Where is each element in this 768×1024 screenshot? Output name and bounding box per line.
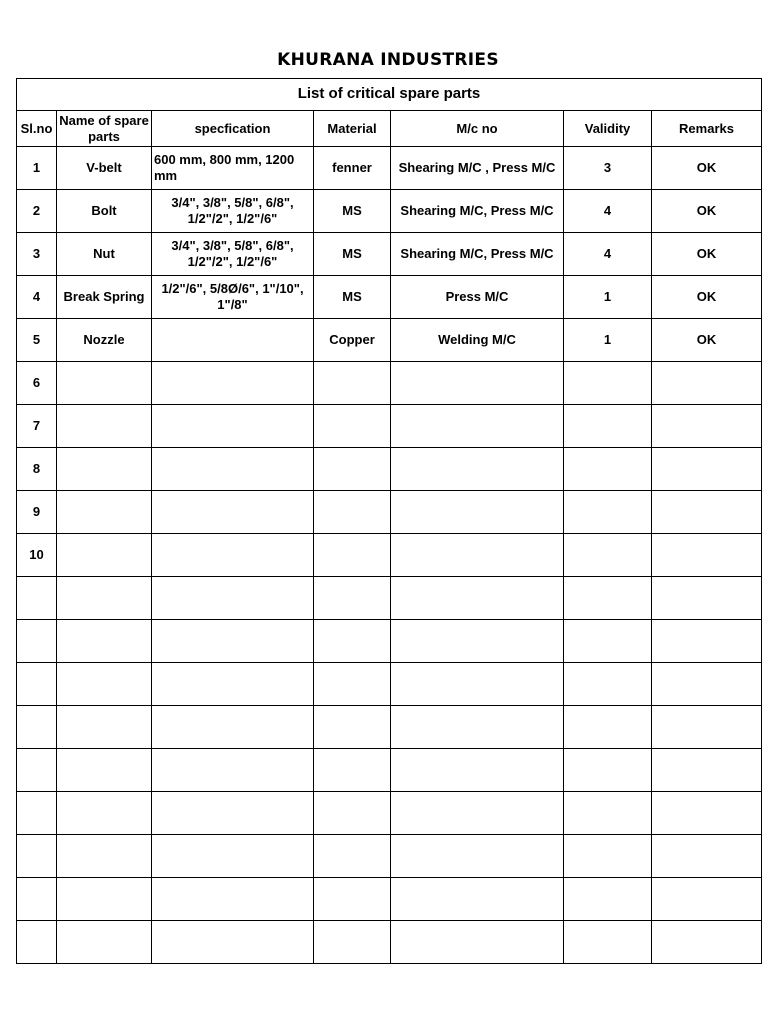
cell-specification [152, 749, 314, 792]
cell-name: Nut [57, 233, 152, 276]
cell-material [314, 362, 391, 405]
cell-remarks [652, 663, 762, 706]
cell-material [314, 534, 391, 577]
cell-slno [17, 749, 57, 792]
cell-slno: 6 [17, 362, 57, 405]
cell-validity [564, 663, 652, 706]
cell-material: fenner [314, 147, 391, 190]
cell-name [57, 448, 152, 491]
header-specification: specfication [152, 111, 314, 147]
cell-specification [152, 620, 314, 663]
cell-material [314, 577, 391, 620]
cell-material [314, 620, 391, 663]
cell-machine-no [391, 878, 564, 921]
table-row [17, 706, 762, 749]
cell-remarks [652, 792, 762, 835]
cell-name [57, 835, 152, 878]
cell-material [314, 706, 391, 749]
header-validity: Validity [564, 111, 652, 147]
cell-specification [152, 534, 314, 577]
table-row [17, 577, 762, 620]
header-name: Name of spare parts [57, 111, 152, 147]
cell-machine-no [391, 792, 564, 835]
cell-specification [152, 921, 314, 964]
cell-slno: 3 [17, 233, 57, 276]
cell-machine-no [391, 835, 564, 878]
cell-remarks: OK [652, 276, 762, 319]
cell-machine-no [391, 706, 564, 749]
cell-name [57, 362, 152, 405]
cell-material [314, 663, 391, 706]
cell-machine-no: Shearing M/C , Press M/C [391, 147, 564, 190]
company-title: KHURANA INDUSTRIES [277, 50, 499, 70]
table-row [17, 835, 762, 878]
cell-machine-no [391, 620, 564, 663]
cell-specification [152, 448, 314, 491]
cell-remarks: OK [652, 147, 762, 190]
cell-remarks [652, 577, 762, 620]
cell-name [57, 620, 152, 663]
cell-specification: 3/4", 3/8", 5/8", 6/8", 1/2"/2", 1/2"/6" [152, 233, 314, 276]
cell-specification [152, 878, 314, 921]
cell-name: Nozzle [57, 319, 152, 362]
cell-name [57, 491, 152, 534]
cell-machine-no [391, 362, 564, 405]
table-row [17, 921, 762, 964]
cell-validity [564, 620, 652, 663]
cell-material [314, 749, 391, 792]
cell-name [57, 577, 152, 620]
cell-name [57, 878, 152, 921]
cell-validity [564, 491, 652, 534]
cell-name [57, 921, 152, 964]
cell-material [314, 792, 391, 835]
cell-remarks [652, 749, 762, 792]
cell-slno [17, 921, 57, 964]
table-row [17, 792, 762, 835]
cell-specification: 600 mm, 800 mm, 1200 mm [152, 147, 314, 190]
cell-validity: 3 [564, 147, 652, 190]
cell-machine-no [391, 491, 564, 534]
cell-slno [17, 577, 57, 620]
cell-machine-no: Shearing M/C, Press M/C [391, 233, 564, 276]
cell-material [314, 405, 391, 448]
cell-slno: 10 [17, 534, 57, 577]
cell-validity: 4 [564, 190, 652, 233]
cell-remarks: OK [652, 233, 762, 276]
cell-material: MS [314, 190, 391, 233]
cell-remarks: OK [652, 319, 762, 362]
cell-material [314, 448, 391, 491]
table-row [17, 448, 762, 491]
cell-remarks [652, 448, 762, 491]
cell-machine-no [391, 663, 564, 706]
cell-validity [564, 405, 652, 448]
cell-specification: 3/4", 3/8", 5/8", 6/8", 1/2"/2", 1/2"/6" [152, 190, 314, 233]
cell-machine-no [391, 577, 564, 620]
table-row [17, 749, 762, 792]
cell-validity [564, 792, 652, 835]
cell-name [57, 663, 152, 706]
cell-specification [152, 319, 314, 362]
cell-validity [564, 577, 652, 620]
spare-parts-table [16, 78, 762, 964]
cell-name: Bolt [57, 190, 152, 233]
cell-machine-no [391, 921, 564, 964]
cell-validity [564, 706, 652, 749]
cell-specification [152, 792, 314, 835]
header-remarks: Remarks [652, 111, 762, 147]
cell-name [57, 749, 152, 792]
table-row [17, 878, 762, 921]
table-caption: List of critical spare parts [17, 79, 762, 111]
cell-material [314, 878, 391, 921]
cell-specification [152, 663, 314, 706]
cell-specification [152, 706, 314, 749]
cell-material: MS [314, 276, 391, 319]
cell-material [314, 491, 391, 534]
cell-material [314, 921, 391, 964]
cell-material: MS [314, 233, 391, 276]
cell-remarks [652, 362, 762, 405]
cell-slno: 7 [17, 405, 57, 448]
cell-slno [17, 878, 57, 921]
cell-slno [17, 706, 57, 749]
cell-machine-no [391, 749, 564, 792]
table-row [17, 319, 762, 362]
cell-validity [564, 534, 652, 577]
table-row [17, 534, 762, 577]
table-row [17, 190, 762, 233]
table-row [17, 362, 762, 405]
cell-remarks [652, 835, 762, 878]
cell-slno: 4 [17, 276, 57, 319]
cell-validity [564, 362, 652, 405]
cell-name [57, 706, 152, 749]
table-row [17, 147, 762, 190]
cell-name [57, 405, 152, 448]
table-row [17, 663, 762, 706]
cell-specification [152, 835, 314, 878]
table-row [17, 491, 762, 534]
header-machine-no: M/c no [391, 111, 564, 147]
cell-slno: 9 [17, 491, 57, 534]
cell-remarks [652, 706, 762, 749]
cell-validity [564, 448, 652, 491]
cell-material: Copper [314, 319, 391, 362]
cell-name [57, 792, 152, 835]
cell-validity: 1 [564, 276, 652, 319]
cell-specification [152, 405, 314, 448]
cell-name: Break Spring [57, 276, 152, 319]
cell-slno: 5 [17, 319, 57, 362]
cell-validity: 1 [564, 319, 652, 362]
cell-validity [564, 878, 652, 921]
cell-machine-no: Welding M/C [391, 319, 564, 362]
table-row [17, 276, 762, 319]
cell-slno [17, 663, 57, 706]
cell-validity [564, 835, 652, 878]
header-slno: Sl.no [17, 111, 57, 147]
cell-remarks [652, 491, 762, 534]
cell-validity: 4 [564, 233, 652, 276]
cell-slno [17, 835, 57, 878]
cell-remarks: OK [652, 190, 762, 233]
cell-remarks [652, 921, 762, 964]
cell-specification [152, 491, 314, 534]
table-row [17, 233, 762, 276]
cell-validity [564, 921, 652, 964]
cell-specification: 1/2"/6", 5/8Ø/6", 1"/10", 1"/8" [152, 276, 314, 319]
cell-slno: 8 [17, 448, 57, 491]
cell-remarks [652, 878, 762, 921]
table-row [17, 620, 762, 663]
cell-specification [152, 577, 314, 620]
cell-slno [17, 792, 57, 835]
cell-slno: 1 [17, 147, 57, 190]
cell-machine-no: Press M/C [391, 276, 564, 319]
table-caption-row [17, 79, 762, 111]
cell-name: V-belt [57, 147, 152, 190]
cell-slno [17, 620, 57, 663]
cell-name [57, 534, 152, 577]
table-header-row [17, 111, 762, 147]
cell-slno: 2 [17, 190, 57, 233]
cell-specification [152, 362, 314, 405]
cell-material [314, 835, 391, 878]
cell-machine-no [391, 448, 564, 491]
header-material: Material [314, 111, 391, 147]
cell-machine-no [391, 534, 564, 577]
cell-machine-no: Shearing M/C, Press M/C [391, 190, 564, 233]
cell-remarks [652, 620, 762, 663]
table-row [17, 405, 762, 448]
cell-machine-no [391, 405, 564, 448]
cell-remarks [652, 405, 762, 448]
cell-remarks [652, 534, 762, 577]
cell-validity [564, 749, 652, 792]
